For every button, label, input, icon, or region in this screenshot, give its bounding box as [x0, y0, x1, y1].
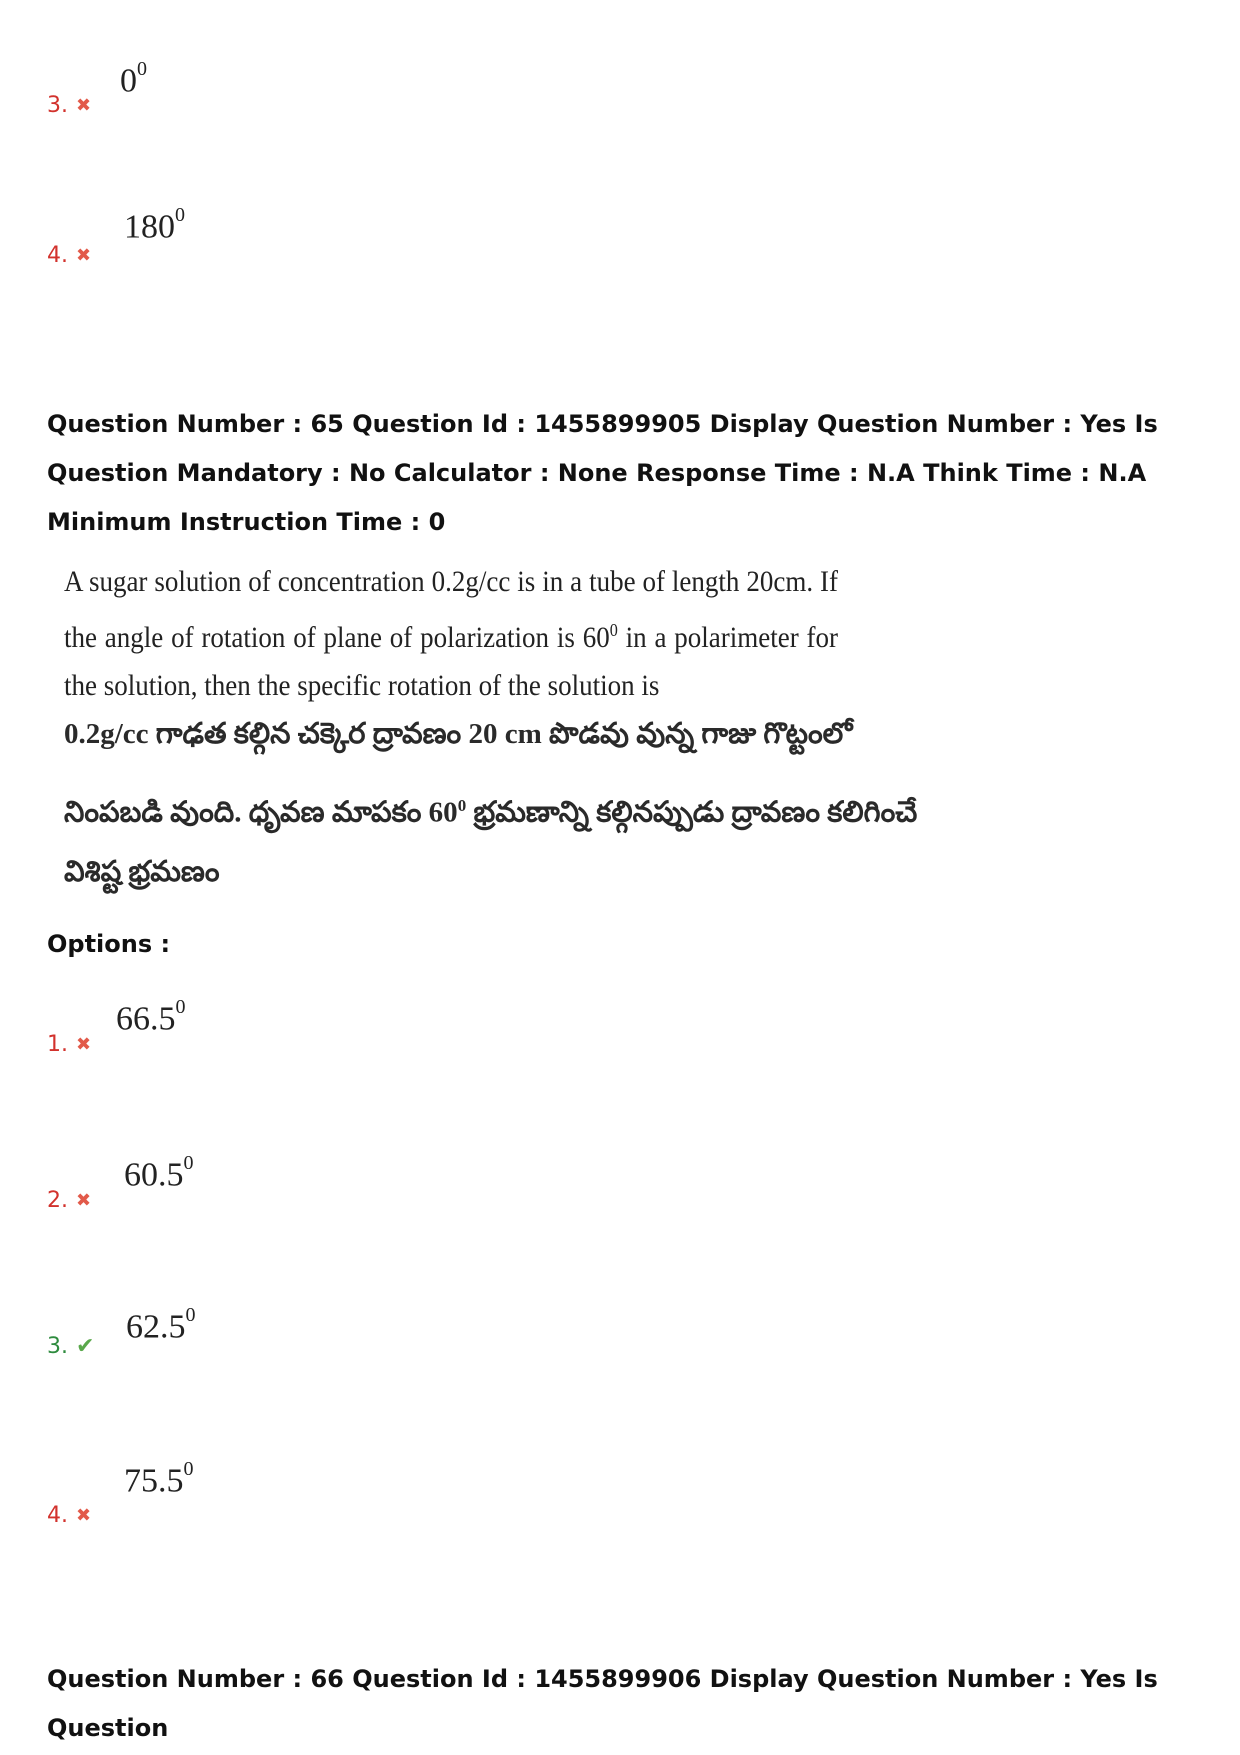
option-number: 2. [47, 1188, 68, 1213]
option-2 [47, 1188, 91, 1213]
question-text-telugu-2: నింపబడి వుంది. ధృవణ మాపకం $60^0$ భ్రమణాన్ని కల్గినప్పుడు ద్రావణం కలిగించే [64, 796, 918, 829]
question-text-english: A sugar solution of concentration 0.2g/cc is in a tube of length 20cm. If the angle of rotation of plane of polarization is $60^0$ in a polarimeter for the solution, then the specific rotation of the solution is [64, 565, 838, 702]
question-text-telugu-1: 0.2g/cc గాఢత కల్గిన చక్కెర ద్రావణం 20 cm పొడవు వున్న గాజు గొట్టంలో [64, 718, 853, 750]
cross-icon: ✖ [76, 95, 92, 116]
next-question-meta: Question Number : 66 Question Id : 1455899906 Display Question Number : Yes Is Question [47, 1665, 1158, 1742]
option-number: 3. [47, 1334, 68, 1359]
option-3 [47, 1334, 94, 1359]
question-text-telugu-3: విశిష్ట భ్రమణం [64, 856, 220, 888]
cross-icon: ✖ [76, 1190, 92, 1211]
option-value: $180^0$ [124, 204, 185, 246]
cross-icon: ✖ [76, 1034, 92, 1055]
option-value: $0^0$ [120, 58, 147, 100]
cross-icon: ✖ [76, 1505, 92, 1526]
prev-option-4 [47, 243, 91, 268]
option-value: 66.5$^0$ [116, 996, 186, 1038]
option-value: 60.5$^0$ [124, 1152, 194, 1194]
option-4 [47, 1503, 91, 1528]
option-number: 4. [47, 1503, 68, 1528]
option-value: 62.5$^0$ [126, 1304, 196, 1346]
cross-icon: ✖ [76, 245, 92, 266]
question-meta: Question Number : 65 Question Id : 1455899905 Display Question Number : Yes Is Question Mandatory : No Calculator : None Response Time : N.A Think Time : N.A Minimum Instruction Time : 0 [47, 410, 1158, 536]
prev-option-3 [47, 93, 91, 118]
option-number: 4. [47, 243, 68, 268]
option-value: 75.5$^0$ [124, 1458, 194, 1500]
options-label: Options : [47, 930, 171, 958]
option-number: 1. [47, 1032, 68, 1057]
option-1 [47, 1032, 91, 1057]
option-number: 3. [47, 93, 68, 118]
check-icon: ✔ [76, 1334, 95, 1359]
